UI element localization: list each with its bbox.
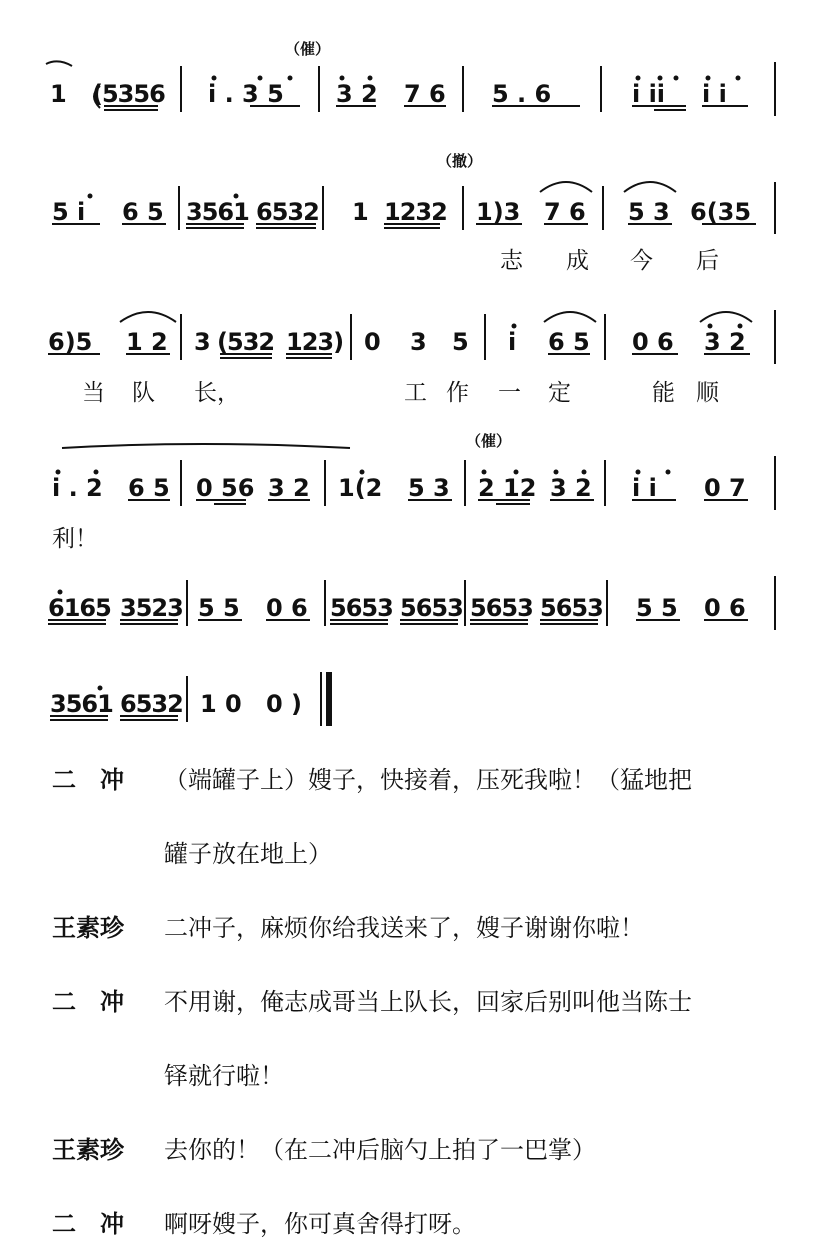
- lyric: 当: [82, 380, 105, 406]
- note-group: 6 5: [548, 328, 590, 356]
- paren-curve: [94, 86, 100, 108]
- lyric: 能: [652, 380, 675, 406]
- tempo-mark: （催）: [285, 40, 331, 58]
- phrase-curve: [62, 444, 350, 448]
- note-group: 5653: [540, 594, 603, 622]
- note-group: 1 0: [200, 690, 242, 718]
- tempo-mark: （撤）: [437, 152, 483, 170]
- slur-curve: [700, 312, 752, 322]
- dialogue-text: （端罐子上）嫂子，快接着，压死我啦！（猛地把: [164, 766, 692, 794]
- note-group: 3561: [186, 198, 249, 226]
- lyric: 作: [446, 380, 469, 406]
- note-group: i . 2: [52, 474, 103, 502]
- note-group: 5 3: [628, 198, 670, 226]
- note-group: 1: [352, 198, 369, 226]
- note-group: 3561: [50, 690, 113, 718]
- dialogue-line: [52, 1138, 812, 1168]
- slur-curve: [544, 312, 596, 322]
- speaker-name: 二 冲: [52, 766, 124, 794]
- dialogue-text: 去你的！（在二冲后脑勺上拍了一巴掌）: [164, 1136, 596, 1164]
- note-group: 5653: [470, 594, 533, 622]
- note-group: 3 (532: [194, 328, 275, 356]
- note-group: 5 i: [52, 198, 86, 226]
- note-group: 3523: [120, 594, 183, 622]
- note-group: 6532: [120, 690, 183, 718]
- dialogue-text: 不用谢，俺志成哥当上队长，回家后别叫他当陈士: [164, 988, 692, 1016]
- note-group: 0 6: [704, 594, 746, 622]
- note-group: i: [508, 328, 517, 356]
- note-group: 1232: [384, 198, 447, 226]
- octave-dots: [56, 76, 743, 691]
- note-group: 3 2: [268, 474, 310, 502]
- note-group: 0: [364, 328, 381, 356]
- dialogue-text: 铎就行啦！: [164, 1062, 284, 1090]
- dialogue-line: [52, 990, 812, 1020]
- note-group: 3 2: [704, 328, 746, 356]
- dialogue-line: [52, 1212, 812, 1242]
- dialogue-line: [52, 916, 812, 946]
- lyric: 队: [132, 380, 155, 406]
- note-group: 1 2: [126, 328, 168, 356]
- lyric: 志: [500, 248, 523, 274]
- note-group: i i: [632, 474, 657, 502]
- dialogue-line: [52, 842, 812, 872]
- note-group: i i: [702, 80, 727, 108]
- lyric: 定: [548, 380, 571, 406]
- note-group: 5 3: [408, 474, 450, 502]
- note-group: 0 7: [704, 474, 746, 502]
- lyric: 工: [404, 380, 427, 406]
- note-group: 0 6: [632, 328, 674, 356]
- speaker-name: 二 冲: [52, 988, 124, 1016]
- slur-curve: [624, 182, 676, 192]
- note-group: 1)3: [476, 198, 521, 226]
- lyric: 一: [498, 380, 521, 406]
- note-group: 5: [452, 328, 469, 356]
- lyric: 顺: [696, 380, 719, 406]
- speaker-name: 王素珍: [52, 1136, 124, 1164]
- lyric: 利！: [52, 526, 98, 552]
- tempo-mark: （催）: [466, 432, 512, 450]
- note-group: 6(35: [690, 198, 752, 226]
- note-group: 5653: [400, 594, 463, 622]
- note-group: 5 . 6: [492, 80, 552, 108]
- dialogue-line: [52, 1064, 812, 1094]
- speaker-name: 王素珍: [52, 914, 124, 942]
- note-group: 0 6: [266, 594, 308, 622]
- lyric: 成: [566, 248, 589, 274]
- dialogue-text: 罐子放在地上）: [164, 840, 332, 868]
- note-group: i . 3 5: [208, 80, 284, 108]
- note-group: i ii: [632, 80, 666, 108]
- slur-curve: [120, 312, 176, 322]
- lyric: 今: [630, 248, 653, 274]
- note-group: 123): [286, 328, 344, 356]
- lyric: 长，: [194, 380, 240, 406]
- dialogue-text: 二冲子，麻烦你给我送来了，嫂子谢谢你啦！: [164, 914, 644, 942]
- note-group: 3: [410, 328, 427, 356]
- note-group: 1: [50, 80, 67, 108]
- note-group: 5 5: [198, 594, 240, 622]
- tie-curve: [46, 61, 72, 66]
- dialogue-text: 啊呀嫂子，你可真舍得打呀。: [164, 1210, 476, 1238]
- dialogue-line: [52, 768, 812, 798]
- note-group: 3 2: [336, 80, 378, 108]
- note-group: 2 12: [478, 474, 537, 502]
- note-group: 6165: [48, 594, 111, 622]
- note-group: 1(2: [338, 474, 383, 502]
- note-group: 6 5: [128, 474, 170, 502]
- note-group: (5356: [92, 80, 165, 108]
- dialogue-section: [52, 766, 812, 1238]
- note-group: 3 2: [550, 474, 592, 502]
- speaker-name: 二 冲: [52, 1210, 124, 1238]
- note-group: 6 5: [122, 198, 164, 226]
- note-group: 5 5: [636, 594, 678, 622]
- lyric: 后: [696, 248, 719, 274]
- note-group: 5653: [330, 594, 393, 622]
- note-group: 0 ): [266, 690, 303, 718]
- note-group: 6532: [256, 198, 319, 226]
- note-group: 7 6: [544, 198, 586, 226]
- note-group: 0 56: [196, 474, 255, 502]
- note-group: 6)5: [48, 328, 93, 356]
- slur-curve: [540, 182, 592, 192]
- note-group: 7 6: [404, 80, 446, 108]
